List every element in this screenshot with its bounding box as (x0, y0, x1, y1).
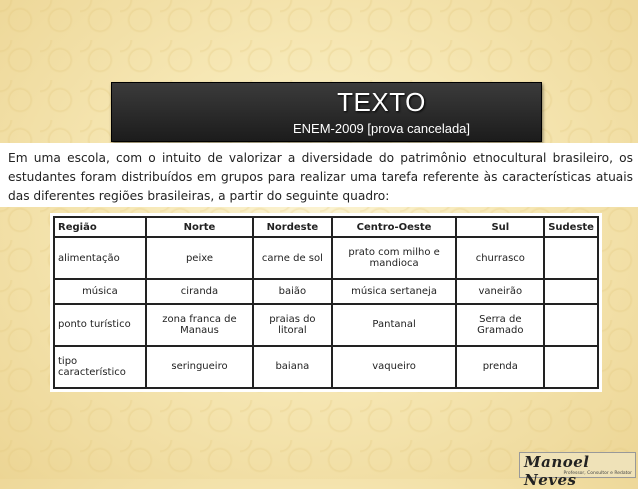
table-cell: baião (253, 279, 332, 303)
table-cell: tipo característico (54, 346, 146, 388)
table-cell: música (54, 279, 146, 303)
table-cell: seringueiro (146, 346, 253, 388)
page-title: TEXTO (337, 87, 426, 117)
logo-tagline: Professor, Consultor e Redator (563, 471, 632, 476)
table-cell: vaqueiro (332, 346, 457, 388)
page-subtitle: ENEM-2009 [prova cancelada] (292, 121, 471, 136)
header-nordeste: Nordeste (253, 217, 332, 237)
intro-paragraph: Em uma escola, com o intuito de valorizar a diversidade do patrimônio etnocultural brasileiro, os estudantes foram distribuídos em grupos para realizar uma tarefa referente às características atuais das diferentes regiões brasileiras, a partir do seguinte quadro: (0, 143, 638, 207)
table-header-row (54, 217, 598, 237)
table-row (54, 237, 598, 279)
table-cell: prenda (456, 346, 544, 388)
table-cell: peixe (146, 237, 253, 279)
table-cell: Serra de Gramado (456, 304, 544, 346)
regions-table-container (50, 213, 602, 392)
header-sul: Sul (456, 217, 544, 237)
table-cell: prato com milho e mandioca (332, 237, 457, 279)
table-row (54, 304, 598, 346)
author-logo (519, 452, 636, 489)
table-cell (544, 304, 598, 346)
table-cell: baiana (253, 346, 332, 388)
header-norte: Norte (146, 217, 253, 237)
table-cell: ponto turístico (54, 304, 146, 346)
table-cell: zona franca de Manaus (146, 304, 253, 346)
logo-text: Manoel Neves (524, 453, 590, 489)
table-cell: churrasco (456, 237, 544, 279)
table-cell: Pantanal (332, 304, 457, 346)
header-regiao: Região (54, 217, 146, 237)
table-cell: música sertaneja (332, 279, 457, 303)
table-cell: alimentação (54, 237, 146, 279)
table-cell (544, 237, 598, 279)
title-box (111, 82, 542, 142)
table-row (54, 346, 598, 388)
table-cell (544, 346, 598, 388)
header-sudeste: Sudeste (544, 217, 598, 237)
table-cell: praias do litoral (253, 304, 332, 346)
table-row (54, 279, 598, 303)
table-cell: carne de sol (253, 237, 332, 279)
header-centro-oeste: Centro-Oeste (332, 217, 457, 237)
table-cell: vaneirão (456, 279, 544, 303)
table-cell: ciranda (146, 279, 253, 303)
table-cell (544, 279, 598, 303)
regions-table (53, 216, 599, 389)
